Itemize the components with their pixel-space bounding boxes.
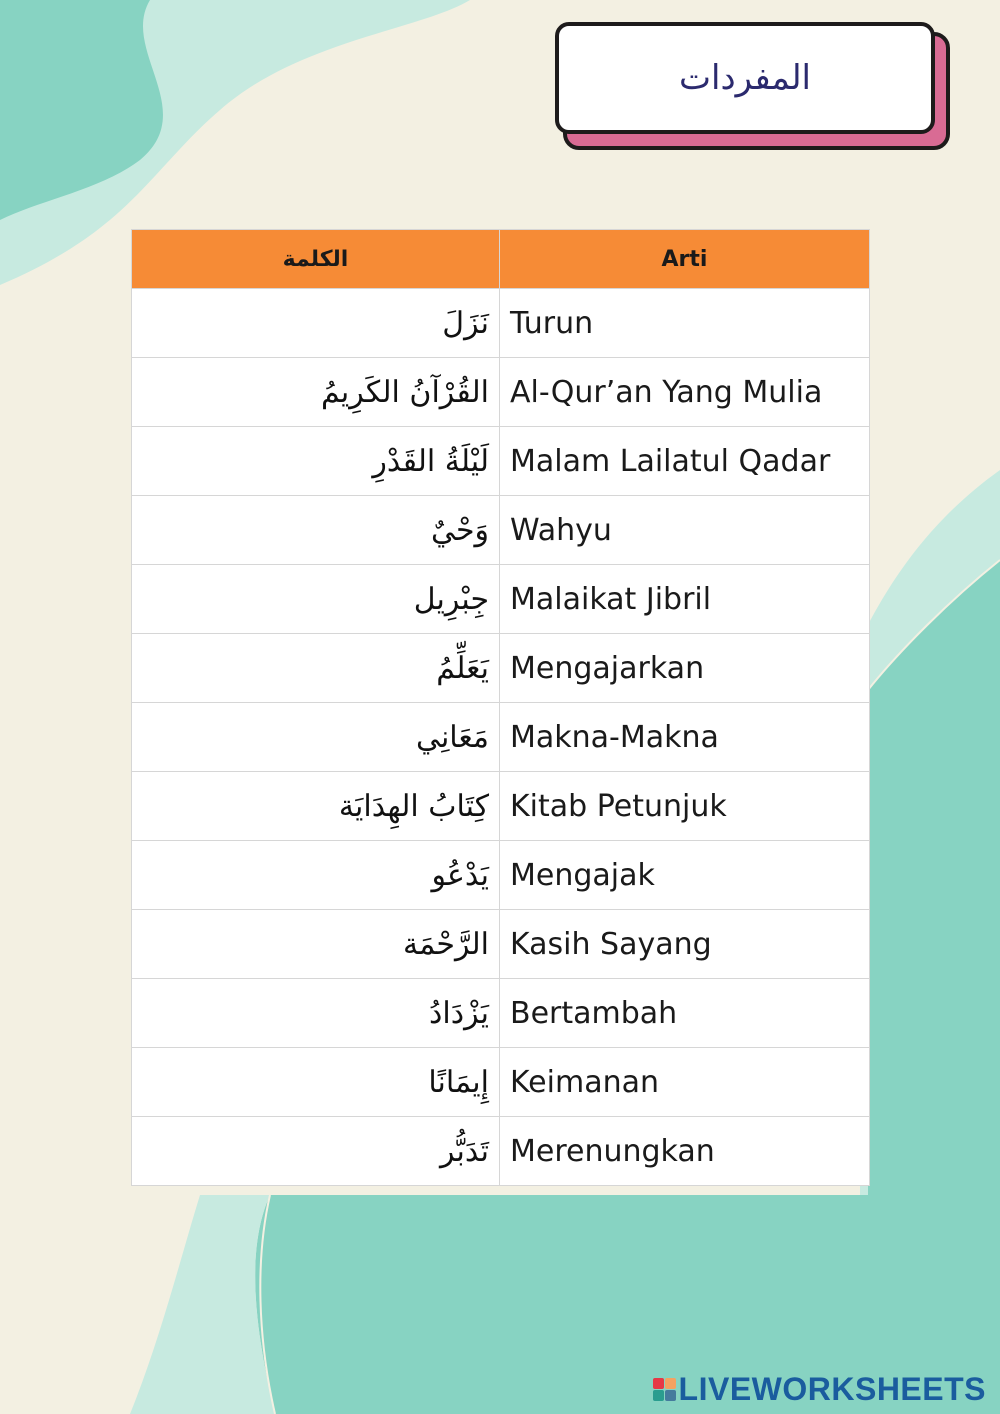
word-cell: نَزَلَ <box>132 289 500 358</box>
table-row <box>132 427 870 496</box>
word-cell: تَدَبُّر <box>132 1117 500 1186</box>
table-row <box>132 979 870 1048</box>
title-card-face <box>555 22 935 134</box>
word-cell: مَعَانِي <box>132 703 500 772</box>
table-row <box>132 565 870 634</box>
table-row <box>132 1117 870 1186</box>
table-row <box>132 358 870 427</box>
meaning-cell: Merenungkan <box>500 1117 870 1186</box>
table-row <box>132 841 870 910</box>
word-cell: يَعَلِّمُ <box>132 634 500 703</box>
meaning-cell: Bertambah <box>500 979 870 1048</box>
meaning-cell: Malaikat Jibril <box>500 565 870 634</box>
word-cell: جِبْرِيل <box>132 565 500 634</box>
table-row <box>132 496 870 565</box>
meaning-cell: Mengajak <box>500 841 870 910</box>
word-cell: وَحْيٌ <box>132 496 500 565</box>
meaning-cell: Keimanan <box>500 1048 870 1117</box>
vocabulary-table <box>131 229 870 1186</box>
word-cell: يَزْدَادُ <box>132 979 500 1048</box>
word-cell: يَدْعُو <box>132 841 500 910</box>
table-row <box>132 910 870 979</box>
table-row <box>132 703 870 772</box>
meaning-cell: Wahyu <box>500 496 870 565</box>
table-header-row <box>132 230 870 289</box>
meaning-cell: Malam Lailatul Qadar <box>500 427 870 496</box>
table-row <box>132 289 870 358</box>
meaning-cell: Makna-Makna <box>500 703 870 772</box>
meaning-cell: Al-Qur’an Yang Mulia <box>500 358 870 427</box>
bottom-left-wave-pale <box>130 1195 275 1414</box>
word-cell: لَيْلَةُ القَدْرِ <box>132 427 500 496</box>
meaning-cell: Kasih Sayang <box>500 910 870 979</box>
word-cell: كِتَابُ الهِدَايَة <box>132 772 500 841</box>
meaning-cell: Turun <box>500 289 870 358</box>
meaning-cell: Mengajarkan <box>500 634 870 703</box>
meaning-cell: Kitab Petunjuk <box>500 772 870 841</box>
word-cell: الرَّحْمَة <box>132 910 500 979</box>
table-row <box>132 634 870 703</box>
word-cell: إِيمَانًا <box>132 1048 500 1117</box>
table-row <box>132 772 870 841</box>
liveworksheets-logo-icon <box>653 1378 676 1401</box>
table-row <box>132 1048 870 1117</box>
brand-name: LIVEWORKSHEETS <box>678 1371 986 1407</box>
page-title: المفردات <box>678 58 811 98</box>
liveworksheets-brand[interactable] <box>653 1371 986 1408</box>
column-header-meaning: Arti <box>500 230 870 289</box>
title-card <box>553 20 953 155</box>
column-header-word: الكلمة <box>132 230 500 289</box>
word-cell: القُرْآنُ الكَرِيمُ <box>132 358 500 427</box>
